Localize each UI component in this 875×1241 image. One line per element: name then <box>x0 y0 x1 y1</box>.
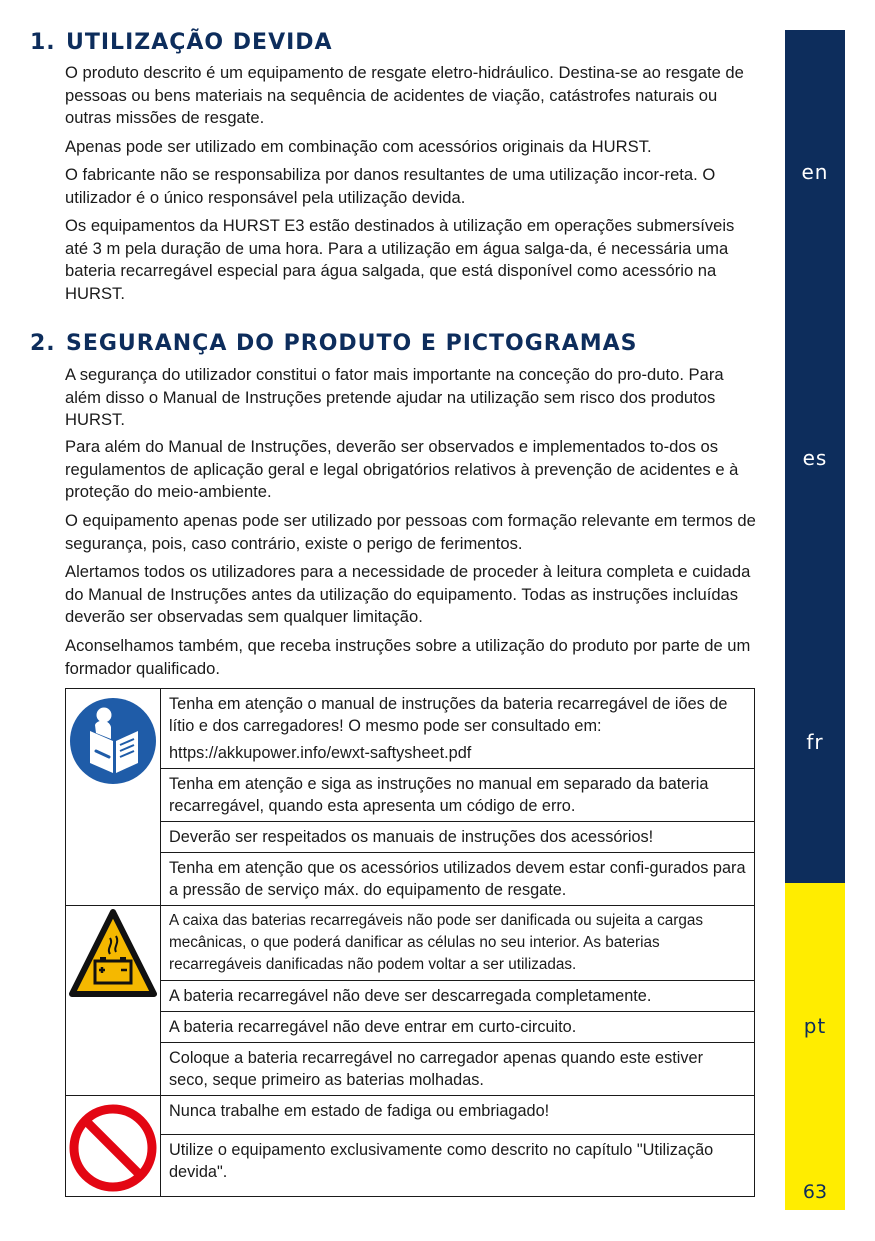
table-cell: Utilize o equipamento exclusivamente como descrito no capítulo "Utilização devida". <box>161 1135 755 1197</box>
table-cell: Tenha em atenção que os acessórios utilizados devem estar confi-gurados para a pressão de serviço máx. do equipamento de resgate. <box>161 853 755 906</box>
table-cell: A bateria recarregável não deve ser descarregada completamente. <box>161 981 755 1012</box>
table-row <box>66 906 755 981</box>
section-1-number: 1. <box>30 30 56 55</box>
language-tab-fr[interactable]: fr <box>806 730 824 754</box>
language-tab-pt[interactable]: pt <box>803 1014 827 1038</box>
read-manual-icon <box>66 689 160 809</box>
section-2-title: SEGURANÇA DO PRODUTO E PICTOGRAMAS <box>66 331 638 356</box>
table-cell: A bateria recarregável não deve entrar em curto-circuito. <box>161 1012 755 1043</box>
table-cell: Nunca trabalhe em estado de fadiga ou embriagado! <box>161 1096 755 1135</box>
section-2-paragraph: Alertamos todos os utilizadores para a necessidade de proceder à leitura completa e cuidada do Manual de Instruções antes da utilização do equipamento. Todas as instruções incluídas deverão ser observadas sem qualquer limitação. <box>65 562 751 626</box>
table-cell: Deverão ser respeitados os manuais de instruções dos acessórios! <box>161 822 755 853</box>
section-1-paragraph: O fabricante não se responsabiliza por danos resultantes de uma utilização incor-reta. O utilizador é o único responsável pela utilização devida. <box>65 165 716 207</box>
section-2-paragraph: Para além do Manual de Instruções, deverão ser observados e implementados to-dos os regulamentos de aplicação geral e legal obrigatórios relativos à prevenção de acidentes e à proteção do meio-ambiente. <box>65 437 739 501</box>
section-2-paragraph: Aconselhamos também, que receba instruções sobre a utilização do produto por parte de um formador qualificado. <box>65 636 751 678</box>
table-row <box>66 769 755 822</box>
section-1-heading <box>30 30 333 55</box>
language-tab-en[interactable]: en <box>801 160 829 184</box>
manual-url: https://akkupower.info/ewxt-saftysheet.pdf <box>169 744 472 762</box>
page-number: 63 <box>785 1168 845 1210</box>
table-row <box>66 689 755 769</box>
section-1-paragraph: Apenas pode ser utilizado em combinação com acessórios originais da HURST. <box>65 137 652 156</box>
table-row <box>66 1012 755 1043</box>
section-2-number: 2. <box>30 331 56 356</box>
table-cell: Coloque a bateria recarregável no carregador apenas quando este estiver seco, seque primeiro as baterias molhadas. <box>161 1043 755 1096</box>
table-row <box>66 853 755 906</box>
section-2-paragraph: O equipamento apenas pode ser utilizado por pessoas com formação relevante em termos de segurança, pois, caso contrário, existe o perigo de ferimentos. <box>65 511 756 553</box>
table-row <box>66 1096 755 1135</box>
section-2-paragraph: A segurança do utilizador constitui o fator mais importante na conceção do pro-duto. Para além disso o Manual de Instruções pretende ajudar na utilização sem risco dos produtos HURST. <box>65 365 724 429</box>
manual-note-text: Tenha em atenção o manual de instruções da bateria recarregável de iões de lítio e dos carregadores! O mesmo pode ser consultado em: <box>169 695 728 735</box>
manual-icon-cell <box>66 689 161 906</box>
table-row <box>66 1135 755 1197</box>
table-cell <box>161 689 755 769</box>
section-1-paragraph: O produto descrito é um equipamento de resgate eletro-hidráulico. Destina-se ao resgate de pessoas ou bens materiais na sequência de acidentes de viação, catástrofes naturais ou outras missões de resgate. <box>65 63 744 127</box>
battery-icon-cell <box>66 906 161 1096</box>
prohibition-icon-cell <box>66 1096 161 1197</box>
language-tab-es[interactable]: es <box>802 446 828 470</box>
pictogram-table <box>65 688 755 1197</box>
battery-warning-icon <box>66 906 160 1006</box>
section-1-title: UTILIZAÇÃO DEVIDA <box>66 30 333 55</box>
table-cell: A caixa das baterias recarregáveis não pode ser danificada ou sujeita a cargas mecânicas, o que poderá danificar as células no seu interior. As baterias recarregáveis danificadas não podem voltar a ser utilizadas. <box>161 906 755 981</box>
table-cell: Tenha em atenção e siga as instruções no manual em separado da bateria recarregável, quando esta apresenta um código de erro. <box>161 769 755 822</box>
table-row <box>66 822 755 853</box>
table-row <box>66 981 755 1012</box>
section-2-heading <box>30 331 638 356</box>
prohibition-icon <box>66 1096 160 1196</box>
active-language-band <box>785 883 845 1210</box>
section-1-paragraph: Os equipamentos da HURST E3 estão destinados à utilização em operações submersíveis até 3 m pela duração de uma hora. Para a utilização em água salga-da, é necessária uma bateria recarregável especial para água salgada, que está disponível como acessório na HURST. <box>65 216 735 303</box>
table-row <box>66 1043 755 1096</box>
